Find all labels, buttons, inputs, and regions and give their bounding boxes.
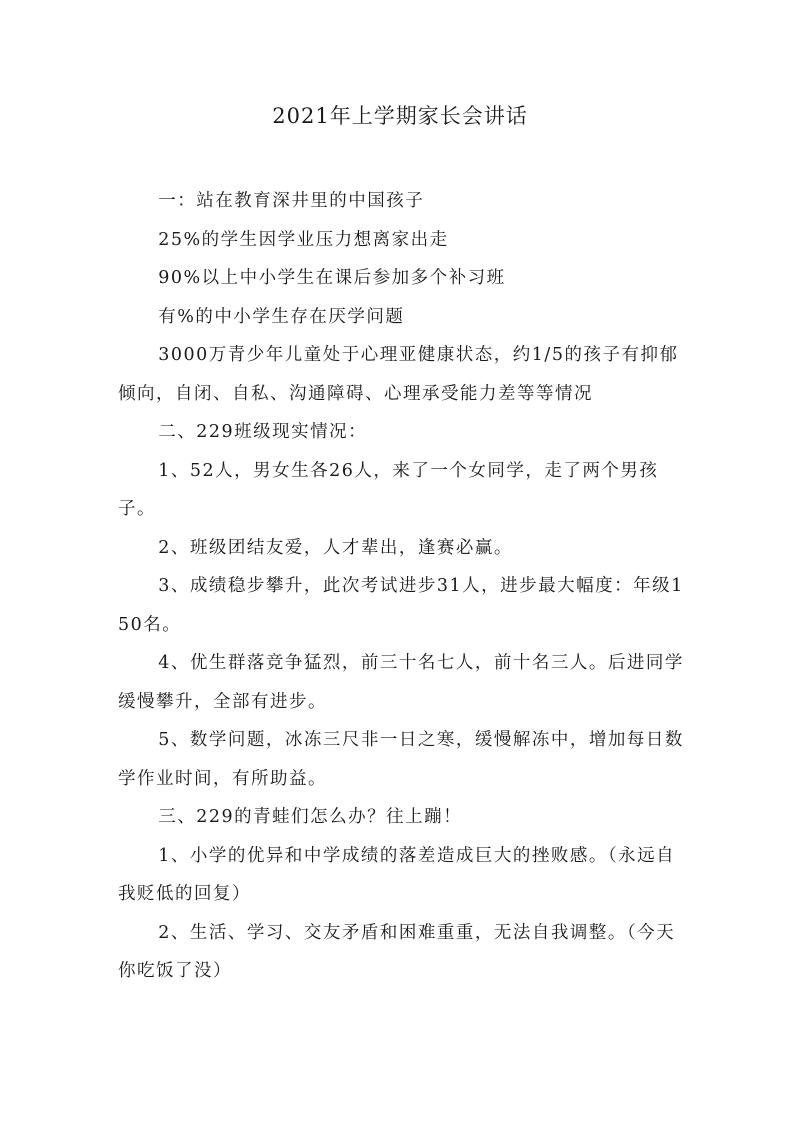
section-heading-1: 一：站在教育深井里的中国孩子 [158,191,425,211]
section-heading-3: 三、229的青蛙们怎么办？往上蹦！ [158,807,463,827]
list-item: 2、生活、学习、交友矛盾和困难重重，无法自我调整。（今天你吃饭了没） [118,922,676,981]
list-item: 3、成绩稳步攀升，此次考试进步31人，进步最大幅度：年级150名。 [118,576,684,635]
paragraph: 25%的学生因学业压力想离家出走 [158,229,449,250]
list-item: 1、小学的优异和中学成绩的落差造成巨大的挫败感。（永远自我贬低的回复） [118,845,676,904]
paragraph: 3000万青少年儿童处于心理亚健康状态，约1/5的孩子有抑郁倾向，自闭、自私、沟通障碍、心理承受能力差等等情况 [118,345,679,404]
paragraph: 90%以上中小学生在课后参加多个补习班 [158,268,506,288]
section-heading-2: 二、229班级现实情况： [158,422,368,442]
list-item: 4、优生群落竞争猛烈，前三十名七人，前十名三人。后进同学缓慢攀升，全部有进步。 [118,653,684,712]
list-item: 5、数学问题，冰冻三尺非一日之寒，缓慢解冻中，增加每日数学作业时间，有所助益。 [118,730,684,789]
list-item: 1、52人，男女生各26人，来了一个女同学，走了两个男孩子。 [118,460,659,519]
list-item: 2、班级团结友爱，人才辈出，逢赛必赢。 [158,537,513,558]
paragraph: 有%的中小学生存在厌学问题 [158,306,405,327]
document-title: 2021年上学期家长会讲话 [272,104,528,128]
document-body [118,182,688,991]
